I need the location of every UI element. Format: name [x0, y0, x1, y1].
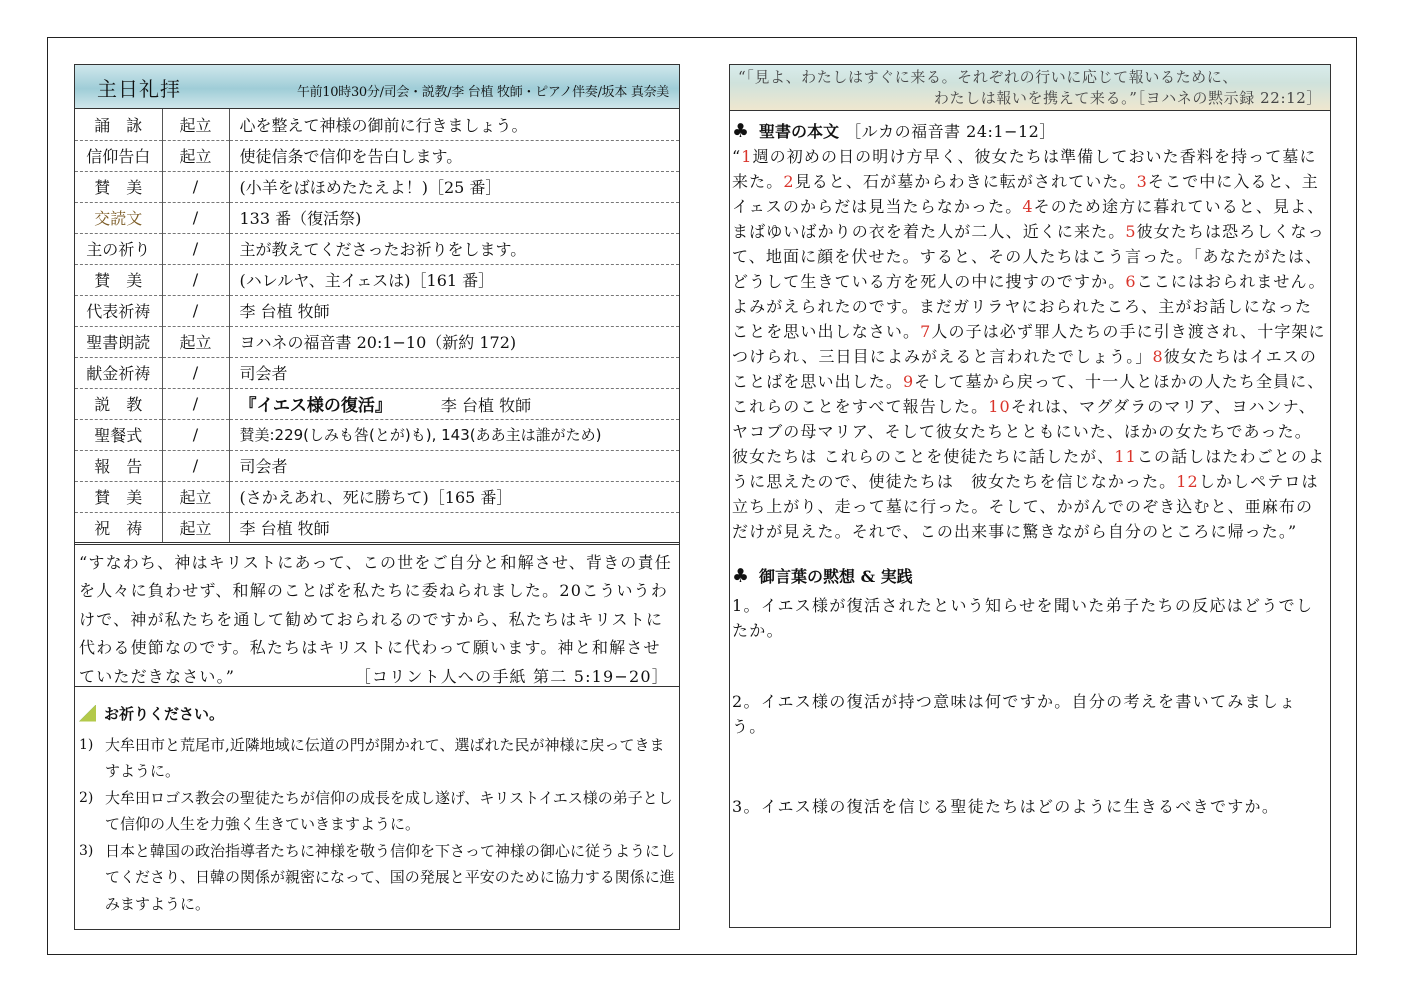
- order-name: 主の祈り: [75, 233, 162, 264]
- prayer-text: 大牟田ロゴス教会の聖徒たちが信仰の成長を成し遂げ、キリストイエス様の弟子として信仰の人生を力強く生きていきますように。: [105, 788, 673, 833]
- prayer-item: [79, 785, 675, 838]
- order-stand: /: [162, 295, 229, 326]
- order-desc: 主が教えてくださったお祈りをします。: [229, 233, 679, 264]
- order-name: 交読文: [75, 202, 162, 233]
- order-desc: 賛美:229(しみも咎(とが)も), 143(ああ主は誰がため): [229, 419, 679, 450]
- scripture-title: 聖書の本文: [759, 122, 840, 141]
- order-row: [75, 202, 679, 233]
- order-name: 報 告: [75, 450, 162, 481]
- club-icon: ♣: [732, 119, 750, 142]
- prayer-text: 大牟田市と荒尾市,近隣地域に伝道の門が開かれて、選ばれた民が神様に戻ってきますように。: [105, 735, 665, 780]
- verse-number: 1: [741, 147, 753, 166]
- worship-title: 主日礼拝: [97, 77, 181, 101]
- verse-number: 10: [988, 397, 1011, 416]
- verse-text: そのため途方に暮れていると、見よ、まばゆいばかりの衣を着た人が二人、近くに来た。: [732, 197, 1325, 241]
- sermon-title: 『イエス様の復活』: [239, 396, 392, 416]
- verse-number: 8: [1152, 347, 1164, 366]
- reconciliation-quote: [75, 545, 679, 687]
- bulletin-sheet: [47, 37, 1357, 955]
- verse-number: 6: [1125, 272, 1137, 291]
- order-row: [75, 512, 679, 543]
- order-desc: ヨハネの福音書 20:1−10（新約 172): [229, 326, 679, 357]
- verse-text: そして墓から戻って、十一人とほかの人たち全員に、これらのことをすべて報告した。: [732, 372, 1325, 416]
- meditation-question: 3。イエス様の復活を信じる聖徒たちはどのように生きるべきですか。: [732, 797, 1280, 816]
- order-of-service: [75, 109, 679, 545]
- prayer-item: [79, 732, 675, 785]
- quote-reference: ［コリント人への手紙 第二 5:19−20］: [354, 667, 669, 686]
- order-row: [75, 109, 679, 140]
- order-stand: 起立: [162, 326, 229, 357]
- quote-text: “すなわち、神はキリストにあって、この世をご自分と和解させ、背きの責任を人々に負わせず、和解のことばを私たちに委ねられました。20こういうわけで、神が私たちを通して勧めておられるのですから、私たちはキリストに代わる使節なのです。私たちはキリストに代わって願います。神と和解させていただきなさい。”: [79, 552, 672, 686]
- scripture-heading: [732, 119, 1328, 142]
- order-row: [75, 295, 679, 326]
- verse-number: 9: [903, 372, 915, 391]
- order-desc: 李 台植 牧師: [229, 512, 679, 543]
- verse-text: ここにはおられません。よみがえられたのです。まだガリラヤにおられたころ、主がお話しになったことを思い出しなさい。: [732, 272, 1326, 341]
- order-stand: /: [162, 264, 229, 295]
- order-row: [75, 419, 679, 450]
- order-name: 献金祈祷: [75, 357, 162, 388]
- sermon-preacher: 李 台植 牧師: [440, 396, 532, 415]
- order-row: [75, 171, 679, 202]
- order-desc: 133 番（復活祭): [229, 202, 679, 233]
- order-desc: 李 台植 牧師: [229, 295, 679, 326]
- prayer-number: 2): [79, 789, 94, 806]
- verse-text: 彼女たちはイエスのことばを思い出した。: [732, 347, 1318, 391]
- verse-number: 4: [1022, 197, 1034, 216]
- worship-panel: [74, 64, 680, 930]
- order-name: 誦 詠: [75, 109, 162, 140]
- prayer-number: 1): [79, 736, 94, 753]
- verse-text: 彼女たちは恐ろしくなって、地面に顔を伏せた。すると、その人たちはこう言った。「あなたがたは、どうして生きている方を死人の中に捜すのですか。: [732, 222, 1325, 291]
- verse-number: 5: [1125, 222, 1137, 241]
- verse-text: しかしペテロは立ち上がり、走って墓に行った。そして、かがんでのぞき込むと、亜麻布のだけが見えた。それで、この出来事に驚きながら自分のところに帰った。”: [732, 472, 1319, 541]
- scripture-section: [730, 111, 1330, 819]
- order-stand: /: [162, 450, 229, 481]
- order-name: 説 教: [75, 388, 162, 419]
- verse-number: 12: [1176, 472, 1199, 491]
- verse-number: 7: [920, 322, 932, 341]
- order-stand: /: [162, 233, 229, 264]
- order-name: 聖書朗読: [75, 326, 162, 357]
- verse-number: 2: [783, 172, 795, 191]
- verse-text: それは、マグダラのマリア、ヨハンナ、ヤコブの母マリア、そして彼女たちとともにいた、ほかの女たちであった。彼女たちは これらのことを使徒たちに話したが、: [732, 397, 1316, 466]
- prayer-title-text: お祈りください。: [104, 704, 225, 723]
- order-desc: [229, 388, 679, 419]
- order-desc: (ハレルヤ、主イェスは)［161 番］: [229, 264, 679, 295]
- order-desc: (小羊をばほめたたえよ！)［25 番］: [229, 171, 679, 202]
- verse-text: 見ると、石が墓からわきに転がされていた。: [794, 172, 1137, 191]
- revelation-line-1: “「見よ、わたしはすぐに来る。それぞれの行いに応じて報いるために、: [738, 68, 1238, 86]
- verse-text: この話しはたわごとのように思えたので、使徒たちは 彼女たちを信じなかった。: [732, 447, 1326, 491]
- order-stand: /: [162, 357, 229, 388]
- order-stand: 起立: [162, 512, 229, 543]
- club-icon: ♣: [732, 564, 750, 587]
- order-row: [75, 450, 679, 481]
- order-desc: 心を整えて神様の御前に行きましょう。: [229, 109, 679, 140]
- order-row: [75, 481, 679, 512]
- order-name: 祝 祷: [75, 512, 162, 543]
- order-row: [75, 140, 679, 171]
- order-name: 賛 美: [75, 171, 162, 202]
- scripture-reference: ［ルカの福音書 24:1−12］: [845, 122, 1056, 141]
- order-desc: (さかえあれ、死に勝ちて)［165 番］: [229, 481, 679, 512]
- verse-number: 11: [1114, 447, 1137, 466]
- revelation-line-2: わたしは報いを携えて来る。”［ヨハネの黙示録 22:12］: [933, 89, 1322, 107]
- verse-text: 週の初めの日の明け方早く、彼女たちは準備しておいた香料を持って墓に来た。: [732, 147, 1317, 191]
- meditation-question: 1。イエス様が復活されたという知らせを聞いた弟子たちの反応はどうでしたか。: [732, 596, 1314, 640]
- meditation-heading: [732, 564, 1328, 587]
- green-triangle-icon: [79, 705, 96, 722]
- verse-text: そこで中に入ると、主イェスのからだは見当たらなかった。: [732, 172, 1319, 216]
- order-name: 賛 美: [75, 481, 162, 512]
- prayer-item: [79, 838, 675, 918]
- verse-text: 人の子は必ず罪人たちの手に引き渡され、十字架につけられ、三日目によみがえると言われたでしょう。」: [732, 322, 1326, 366]
- order-stand: 起立: [162, 481, 229, 512]
- order-desc: 司会者: [229, 357, 679, 388]
- order-name: 賛 美: [75, 264, 162, 295]
- worship-header: [75, 65, 679, 109]
- order-stand: /: [162, 388, 229, 419]
- order-name: 信仰告白: [75, 140, 162, 171]
- prayer-requests: [75, 687, 679, 918]
- order-name: 代表祈祷: [75, 295, 162, 326]
- order-row: [75, 233, 679, 264]
- prayer-number: 3): [79, 842, 94, 859]
- order-stand: /: [162, 171, 229, 202]
- order-desc: 使徒信条で信仰を告白します。: [229, 140, 679, 171]
- order-name: 聖餐式: [75, 419, 162, 450]
- meditation-title: 御言葉の黙想 & 実践: [759, 567, 913, 586]
- order-stand: 起立: [162, 140, 229, 171]
- order-row: [75, 388, 679, 419]
- order-stand: /: [162, 419, 229, 450]
- revelation-quote: [730, 65, 1330, 111]
- worship-info: 午前10時30分/司会・説教/李 台植 牧師・ピアノ伴奏/坂本 真奈美: [296, 85, 669, 100]
- order-row: [75, 264, 679, 295]
- prayer-text: 日本と韓国の政治指導者たちに神様を敬う信仰を下さって神様の御心に従うようにしてくださり、日韓の関係が親密になって、国の発展と平安のために協力する関係に進みますように。: [105, 841, 676, 913]
- order-stand: 起立: [162, 109, 229, 140]
- meditation-question: 2。イエス様の復活が持つ意味は何ですか。自分の考えを書いてみましょう。: [732, 692, 1297, 736]
- prayer-title: [79, 703, 675, 724]
- scripture-panel: [729, 64, 1331, 928]
- scripture-text: [732, 144, 1328, 544]
- order-stand: /: [162, 202, 229, 233]
- order-desc: 司会者: [229, 450, 679, 481]
- scripture-opening-quote: “: [732, 147, 742, 166]
- verse-number: 3: [1136, 172, 1148, 191]
- order-row: [75, 326, 679, 357]
- order-row: [75, 357, 679, 388]
